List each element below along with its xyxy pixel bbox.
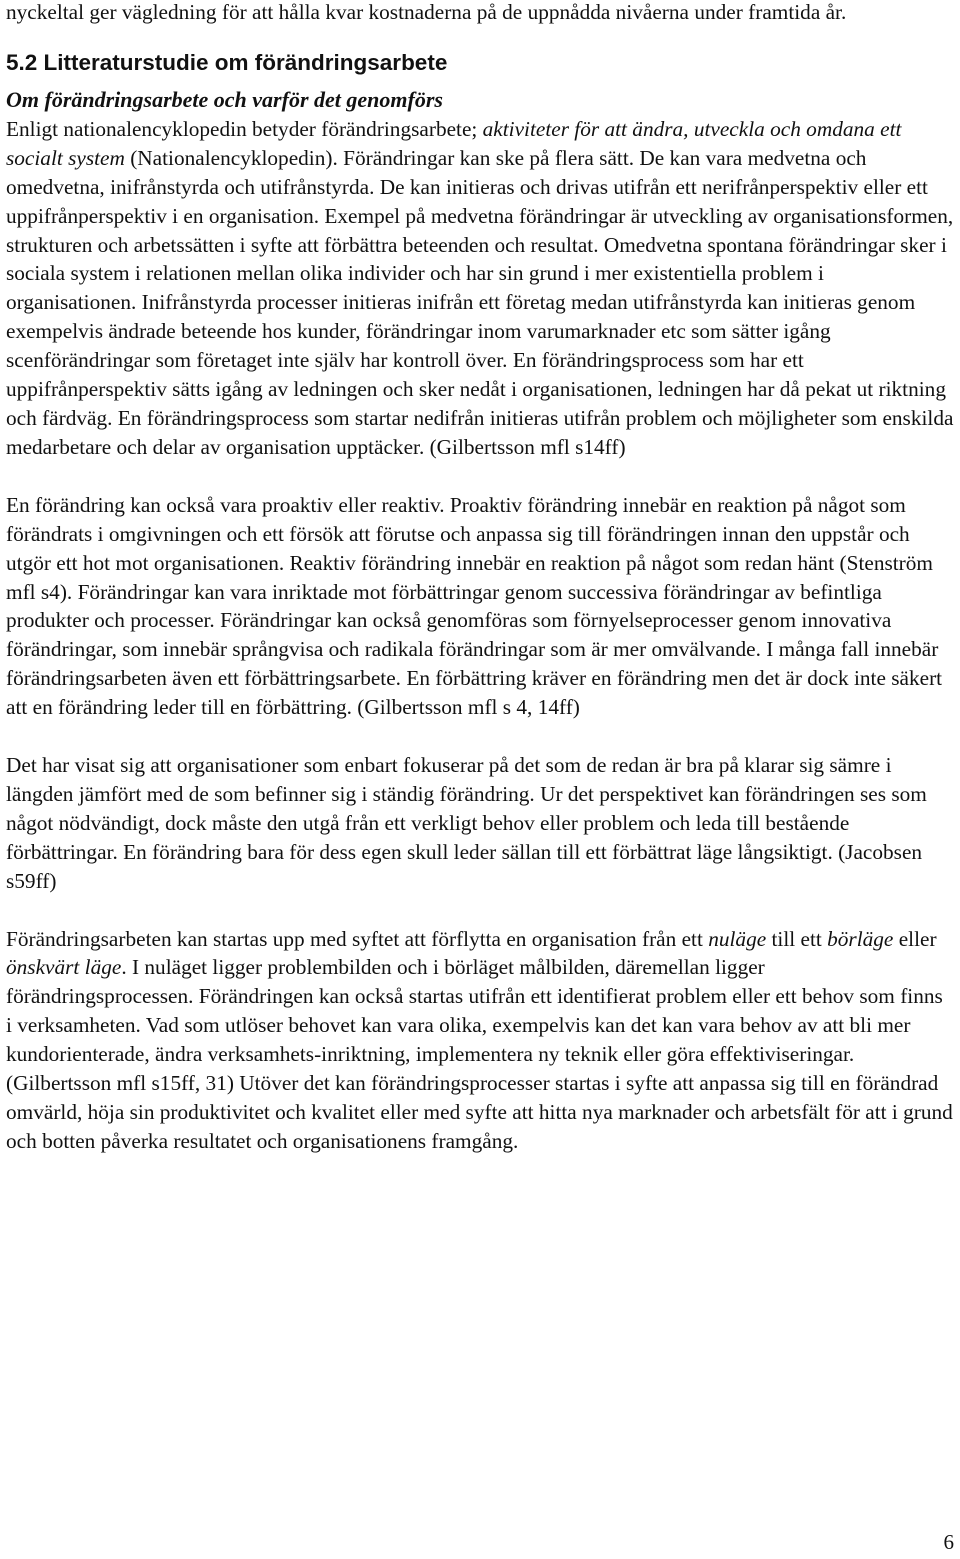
page-number: 6 xyxy=(943,1530,954,1554)
paragraph-continuous-change: Det har visat sig att organisationer som enbart fokuserar på det som de redan är bra på klarar sig sämre i längden jämfört med de som befinner sig i ständig förändring. Ur det perspektivet kan förändringen ses som något nödvändigt, dock måste den utgå från ett verkligt behov eller problem och leda till bestående förbättringar. En förändring bara för dess egen skull leder sällan till ett förbättrat läge långsiktigt. (Jacobsen s59ff) xyxy=(6,753,927,893)
subheading: Om förändringsarbete och varför det genomförs xyxy=(6,86,443,112)
borlage-italic: börläge xyxy=(827,926,894,951)
paragraph4-part1: Förändringsarbeten kan startas upp med syftet att förflytta en organisation från ett xyxy=(6,926,709,951)
definition-italic: aktiviteter för att ändra, utveckla och omdana ett socialt system xyxy=(6,116,902,170)
paragraph-definition xyxy=(6,115,954,462)
paragraph4-part3: eller xyxy=(893,926,937,951)
paragraph1-lead: Enligt nationalencyklopedin betyder förändringsarbete; xyxy=(6,116,483,141)
document-page xyxy=(6,0,954,1156)
section-heading: 5.2 Litteraturstudie om förändringsarbete xyxy=(6,49,448,75)
onskvart-lage-italic: önskvärt läge xyxy=(6,955,122,980)
paragraph-proactive-reactive: En förändring kan också vara proaktiv eller reaktiv. Proaktiv förändring innebär en reaktion på något som förändrats i omgivningen och ett försök att förutse och anpassa sig till förändringen innan den uppstår och utgör ett hot mot organisationen. Reaktiv förändring innebär en reaktion på något som redan hänt (Stenström mfl s4). Förändringar kan vara inriktade mot förbättringar genom successiva förändringar av befintliga produkter och processer. Förändringar kan också genomföras som förnyelseprocesser genom innovativa förändringar, som innebär språngvisa och radikala förändringar som är mer omvälvande. I många fall innebär förändringsarbeten även ett förbättringsarbete. En förbättring kräver en förändring men det är dock inte säkert att en förändring leder till en förbättring. (Gilbertsson mfl s 4, 14ff) xyxy=(6,492,943,720)
intro-paragraph: nyckeltal ger vägledning för att hålla kvar kostnaderna på de uppnådda nivåerna under framtida år. xyxy=(6,0,847,24)
paragraph4-part4: . I nuläget ligger problembilden och i börläget målbilden, däremellan ligger förändringsprocessen. Förändringen kan också startas utifrån ett identifierat problem eller ett behov som finns i verksamheten. Vad som utlöser behovet kan vara olika, exempelvis kan det kan vara behov av att bli mer kundorienterade, ändra verksamhets-inriktning, implementera ny teknik eller göra effektiviseringar. (Gilbertsson mfl s15ff, 31) Utöver det kan förändringsprocesser startas i syfte att anpassa sig till en förändrad omvärld, höja sin produktivitet och kvalitet eller med syfte att hitta nya marknader och arbetsfält för att i grund och botten påverka resultatet och organisationens framgång. xyxy=(6,955,953,1153)
paragraph1-rest: (Nationalencyklopedin). Förändringar kan ske på flera sätt. De kan vara medvetna och omedvetna, inifrånstyrda och utifrånstyrda. De kan initieras och drivas utifrån ett nerifrånperspektiv eller ett uppifrånperspektiv i en organisation. Exempel på medvetna förändringar är utveckling av organisationsformen, strukturen och arbetssätten i syfte att förbättra beteenden och resultat. Omedvetna spontana förändringar sker i sociala system i relationen mellan olika individer och har sin grund i mer existentiella problem i organisationen. Inifrånstyrda processer initieras inifrån ett företag medan utifrånstyrda kan initieras genom exempelvis ändrade beteende hos kunder, förändringar inom varumarknader etc som sätter igång scenförändringar som företaget inte själv har kontroll över. En förändringsprocess som har ett uppifrånperspektiv sätts igång av ledningen och sker nedåt i organisationen, ledningen har då pekat ut riktning och färdväg. En förändringsprocess som startar nedifrån initieras utifrån problem och möjligheter som enskilda medarbetare och delar av organisation upptäcker. (Gilbertsson mfl s14ff) xyxy=(6,145,954,459)
paragraph-change-start xyxy=(6,925,954,1156)
nulage-italic: nuläge xyxy=(708,926,767,951)
paragraph4-part2: till ett xyxy=(766,926,828,951)
